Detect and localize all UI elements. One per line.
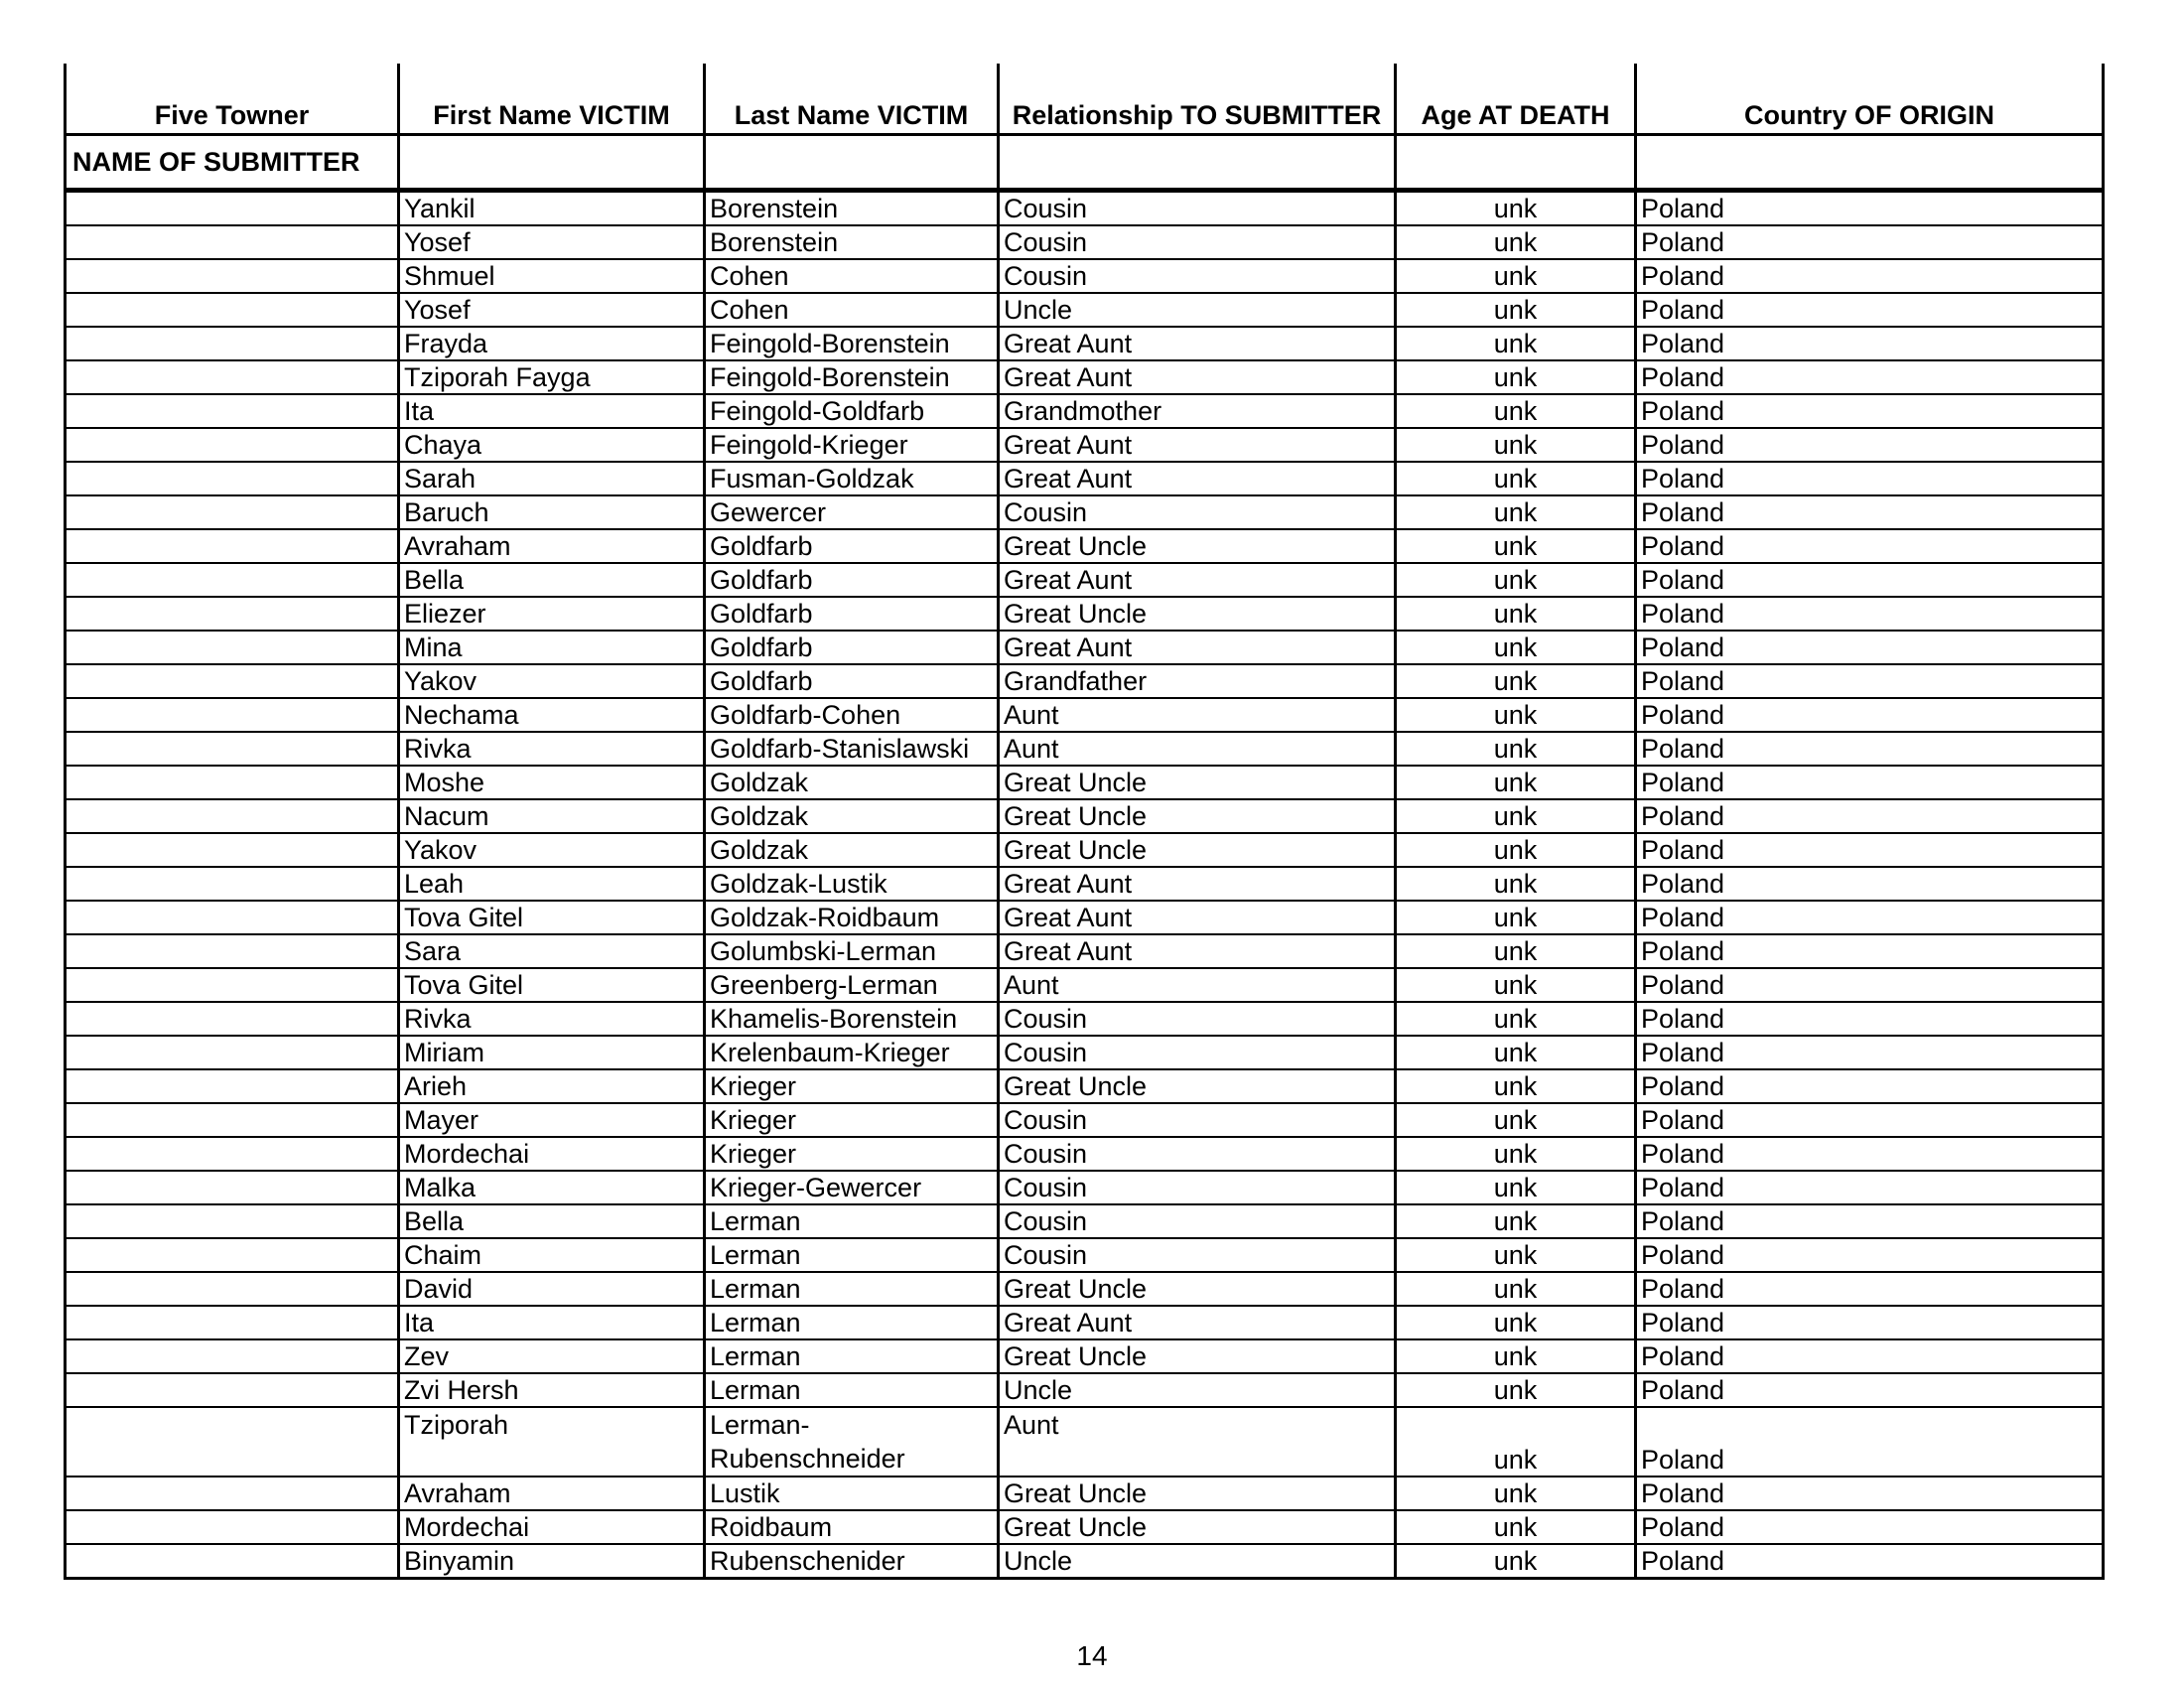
first-name-cell: Rivka <box>399 732 705 766</box>
last-name-cell: Lerman <box>705 1204 999 1238</box>
relationship-cell: Uncle <box>999 1544 1396 1579</box>
submitter-cell <box>66 934 399 968</box>
relationship-cell: Great Aunt <box>999 360 1396 394</box>
age-cell: unk <box>1396 1171 1636 1204</box>
relationship-cell: Aunt <box>999 698 1396 732</box>
age-cell: unk <box>1396 766 1636 799</box>
table-row <box>66 293 2104 327</box>
last-name-cell: Krelenbaum-Krieger <box>705 1036 999 1069</box>
table-row <box>66 1204 2104 1238</box>
submitter-cell <box>66 293 399 327</box>
table-row <box>66 394 2104 428</box>
submitter-cell <box>66 698 399 732</box>
age-cell: unk <box>1396 698 1636 732</box>
country-cell: Poland <box>1636 698 2104 732</box>
first-name-cell: Mordechai <box>399 1137 705 1171</box>
last-name-cell: Feingold-Krieger <box>705 428 999 462</box>
last-name-cell: Feingold-Borenstein <box>705 327 999 360</box>
submitter-cell <box>66 428 399 462</box>
table-row <box>66 934 2104 968</box>
submitter-cell <box>66 1407 399 1477</box>
table-row <box>66 1069 2104 1103</box>
country-cell: Poland <box>1636 1373 2104 1407</box>
submitter-cell <box>66 1510 399 1544</box>
last-name-cell: Greenberg-Lerman <box>705 968 999 1002</box>
page-number: 14 <box>1076 1640 1108 1671</box>
table-row <box>66 1137 2104 1171</box>
relationship-cell: Aunt <box>999 732 1396 766</box>
submitter-cell <box>66 191 399 226</box>
submitter-row <box>66 135 2104 191</box>
first-name-cell: Mina <box>399 631 705 664</box>
last-name-cell: Lerman <box>705 1238 999 1272</box>
table-row <box>66 1103 2104 1137</box>
country-cell: Poland <box>1636 1002 2104 1036</box>
country-cell: Poland <box>1636 293 2104 327</box>
relationship-cell: Great Aunt <box>999 563 1396 597</box>
last-name-cell: Goldfarb-Stanislawski <box>705 732 999 766</box>
submitter-cell <box>66 732 399 766</box>
age-cell: unk <box>1396 1036 1636 1069</box>
victims-table <box>64 64 2105 1580</box>
relationship-cell: Grandmother <box>999 394 1396 428</box>
first-name-cell: Nacum <box>399 799 705 833</box>
relationship-cell: Cousin <box>999 1137 1396 1171</box>
age-cell: unk <box>1396 1510 1636 1544</box>
first-name-cell: Rivka <box>399 1002 705 1036</box>
first-name-cell: Eliezer <box>399 597 705 631</box>
last-name-cell: Krieger-Gewercer <box>705 1171 999 1204</box>
country-cell: Poland <box>1636 394 2104 428</box>
table-row <box>66 1171 2104 1204</box>
table-row <box>66 799 2104 833</box>
relationship-cell: Great Aunt <box>999 934 1396 968</box>
table-row <box>66 529 2104 563</box>
submitter-cell <box>66 360 399 394</box>
relationship-cell: Cousin <box>999 1036 1396 1069</box>
age-cell: unk <box>1396 428 1636 462</box>
first-name-cell: Tziporah Fayga <box>399 360 705 394</box>
first-name-cell: Sarah <box>399 462 705 495</box>
country-cell: Poland <box>1636 1069 2104 1103</box>
relationship-cell: Great Uncle <box>999 799 1396 833</box>
age-cell: unk <box>1396 1137 1636 1171</box>
last-name-cell: Krieger <box>705 1137 999 1171</box>
table-row <box>66 1373 2104 1407</box>
last-name-cell: Goldzak-Roidbaum <box>705 901 999 934</box>
submitter-blank-cell <box>705 135 999 191</box>
age-cell: unk <box>1396 1103 1636 1137</box>
age-cell: unk <box>1396 597 1636 631</box>
header-relationship: Relationship TO SUBMITTER <box>999 64 1396 135</box>
table-row <box>66 732 2104 766</box>
submitter-blank-cell <box>399 135 705 191</box>
table-row <box>66 495 2104 529</box>
first-name-cell: Tziporah <box>399 1407 705 1477</box>
age-cell: unk <box>1396 1306 1636 1339</box>
country-cell: Poland <box>1636 225 2104 259</box>
age-cell: unk <box>1396 1238 1636 1272</box>
submitter-cell <box>66 462 399 495</box>
last-name-cell: Goldzak <box>705 766 999 799</box>
age-cell: unk <box>1396 732 1636 766</box>
relationship-cell: Aunt <box>999 1407 1396 1477</box>
first-name-cell: Bella <box>399 563 705 597</box>
first-name-cell: Tova Gitel <box>399 968 705 1002</box>
submitter-cell <box>66 394 399 428</box>
relationship-cell: Cousin <box>999 191 1396 226</box>
submitter-cell <box>66 529 399 563</box>
last-name-cell: Goldzak <box>705 833 999 867</box>
relationship-cell: Great Uncle <box>999 833 1396 867</box>
first-name-cell: Yosef <box>399 225 705 259</box>
first-name-cell: Mordechai <box>399 1510 705 1544</box>
submitter-cell <box>66 631 399 664</box>
country-cell: Poland <box>1636 1137 2104 1171</box>
country-cell: Poland <box>1636 1272 2104 1306</box>
country-cell: Poland <box>1636 327 2104 360</box>
submitter-label: NAME OF SUBMITTER <box>66 135 399 191</box>
country-cell: Poland <box>1636 462 2104 495</box>
submitter-cell <box>66 968 399 1002</box>
table-row <box>66 867 2104 901</box>
relationship-cell: Cousin <box>999 1204 1396 1238</box>
table-row <box>66 1339 2104 1373</box>
submitter-cell <box>66 259 399 293</box>
relationship-cell: Great Uncle <box>999 597 1396 631</box>
table-row <box>66 360 2104 394</box>
first-name-cell: Yosef <box>399 293 705 327</box>
submitter-cell <box>66 1137 399 1171</box>
country-cell: Poland <box>1636 360 2104 394</box>
first-name-cell: Yankil <box>399 191 705 226</box>
last-name-cell: Lerman- Rubenschneider <box>705 1407 999 1477</box>
last-name-cell: Borenstein <box>705 191 999 226</box>
age-cell: unk <box>1396 1407 1636 1477</box>
table-row <box>66 833 2104 867</box>
country-cell: Poland <box>1636 1103 2104 1137</box>
relationship-cell: Great Uncle <box>999 1272 1396 1306</box>
first-name-cell: Binyamin <box>399 1544 705 1579</box>
age-cell: unk <box>1396 360 1636 394</box>
relationship-cell: Aunt <box>999 968 1396 1002</box>
table-row <box>66 698 2104 732</box>
age-cell: unk <box>1396 631 1636 664</box>
last-name-cell: Goldzak <box>705 799 999 833</box>
country-cell: Poland <box>1636 1510 2104 1544</box>
first-name-cell: Yakov <box>399 664 705 698</box>
table-row <box>66 462 2104 495</box>
last-name-cell: Khamelis-Borenstein <box>705 1002 999 1036</box>
relationship-cell: Great Uncle <box>999 1477 1396 1510</box>
first-name-cell: David <box>399 1272 705 1306</box>
age-cell: unk <box>1396 934 1636 968</box>
relationship-cell: Cousin <box>999 1002 1396 1036</box>
submitter-cell <box>66 495 399 529</box>
age-cell: unk <box>1396 1373 1636 1407</box>
age-cell: unk <box>1396 968 1636 1002</box>
country-cell: Poland <box>1636 664 2104 698</box>
country-cell: Poland <box>1636 766 2104 799</box>
relationship-cell: Cousin <box>999 225 1396 259</box>
country-cell: Poland <box>1636 1544 2104 1579</box>
table-body <box>66 191 2104 1579</box>
relationship-cell: Great Aunt <box>999 327 1396 360</box>
country-cell: Poland <box>1636 833 2104 867</box>
table-row <box>66 563 2104 597</box>
first-name-cell: Leah <box>399 867 705 901</box>
age-cell: unk <box>1396 1544 1636 1579</box>
table-row <box>66 664 2104 698</box>
submitter-cell <box>66 225 399 259</box>
first-name-cell: Frayda <box>399 327 705 360</box>
submitter-cell <box>66 1544 399 1579</box>
relationship-cell: Cousin <box>999 259 1396 293</box>
relationship-cell: Great Aunt <box>999 462 1396 495</box>
age-cell: unk <box>1396 191 1636 226</box>
age-cell: unk <box>1396 1204 1636 1238</box>
relationship-cell: Great Uncle <box>999 1069 1396 1103</box>
country-cell: Poland <box>1636 867 2104 901</box>
first-name-cell: Tova Gitel <box>399 901 705 934</box>
age-cell: unk <box>1396 293 1636 327</box>
header-age-at-death: Age AT DEATH <box>1396 64 1636 135</box>
submitter-cell <box>66 563 399 597</box>
relationship-cell: Cousin <box>999 1103 1396 1137</box>
age-cell: unk <box>1396 1002 1636 1036</box>
submitter-cell <box>66 327 399 360</box>
country-cell: Poland <box>1636 1204 2104 1238</box>
age-cell: unk <box>1396 833 1636 867</box>
age-cell: unk <box>1396 563 1636 597</box>
first-name-cell: Zev <box>399 1339 705 1373</box>
last-name-cell: Goldfarb <box>705 597 999 631</box>
submitter-cell <box>66 664 399 698</box>
last-name-cell: Lerman <box>705 1339 999 1373</box>
last-name-cell: Goldfarb <box>705 631 999 664</box>
relationship-cell: Great Aunt <box>999 867 1396 901</box>
first-name-cell: Mayer <box>399 1103 705 1137</box>
relationship-cell: Great Uncle <box>999 1339 1396 1373</box>
last-name-cell: Lustik <box>705 1477 999 1510</box>
relationship-cell: Great Uncle <box>999 529 1396 563</box>
last-name-cell: Krieger <box>705 1069 999 1103</box>
relationship-cell: Cousin <box>999 1171 1396 1204</box>
table-row <box>66 225 2104 259</box>
age-cell: unk <box>1396 1477 1636 1510</box>
table-row <box>66 1306 2104 1339</box>
table-row <box>66 901 2104 934</box>
submitter-cell <box>66 1306 399 1339</box>
age-cell: unk <box>1396 225 1636 259</box>
country-cell: Poland <box>1636 428 2104 462</box>
header-five-towner: Five Towner <box>66 64 399 135</box>
age-cell: unk <box>1396 867 1636 901</box>
last-name-cell: Krieger <box>705 1103 999 1137</box>
last-name-cell: Goldfarb <box>705 664 999 698</box>
submitter-cell <box>66 1002 399 1036</box>
submitter-cell <box>66 799 399 833</box>
submitter-cell <box>66 1204 399 1238</box>
country-cell: Poland <box>1636 191 2104 226</box>
first-name-cell: Chaya <box>399 428 705 462</box>
country-cell: Poland <box>1636 1477 2104 1510</box>
last-name-cell: Borenstein <box>705 225 999 259</box>
first-name-cell: Sara <box>399 934 705 968</box>
last-name-cell: Rubenschenider <box>705 1544 999 1579</box>
age-cell: unk <box>1396 259 1636 293</box>
submitter-blank-cell <box>999 135 1396 191</box>
header-last-name: Last Name VICTIM <box>705 64 999 135</box>
submitter-cell <box>66 867 399 901</box>
submitter-cell <box>66 833 399 867</box>
country-cell: Poland <box>1636 563 2104 597</box>
submitter-cell <box>66 766 399 799</box>
submitter-cell <box>66 597 399 631</box>
country-cell: Poland <box>1636 1306 2104 1339</box>
header-country-of-origin: Country OF ORIGIN <box>1636 64 2104 135</box>
submitter-cell <box>66 901 399 934</box>
first-name-cell: Avraham <box>399 1477 705 1510</box>
first-name-cell: Ita <box>399 1306 705 1339</box>
relationship-cell: Great Aunt <box>999 901 1396 934</box>
submitter-cell <box>66 1171 399 1204</box>
age-cell: unk <box>1396 1272 1636 1306</box>
country-cell: Poland <box>1636 1036 2104 1069</box>
first-name-cell: Bella <box>399 1204 705 1238</box>
age-cell: unk <box>1396 664 1636 698</box>
age-cell: unk <box>1396 495 1636 529</box>
relationship-cell: Uncle <box>999 1373 1396 1407</box>
country-cell: Poland <box>1636 495 2104 529</box>
submitter-cell <box>66 1373 399 1407</box>
country-cell: Poland <box>1636 631 2104 664</box>
country-cell: Poland <box>1636 732 2104 766</box>
country-cell: Poland <box>1636 1339 2104 1373</box>
age-cell: unk <box>1396 394 1636 428</box>
submitter-blank-cell <box>1396 135 1636 191</box>
last-name-cell: Goldfarb-Cohen <box>705 698 999 732</box>
table-row <box>66 1544 2104 1579</box>
country-cell: Poland <box>1636 901 2104 934</box>
relationship-cell: Great Uncle <box>999 766 1396 799</box>
country-cell: Poland <box>1636 597 2104 631</box>
country-cell: Poland <box>1636 1238 2104 1272</box>
submitter-cell <box>66 1036 399 1069</box>
country-cell: Poland <box>1636 968 2104 1002</box>
relationship-cell: Great Aunt <box>999 631 1396 664</box>
table-row <box>66 766 2104 799</box>
table-row <box>66 968 2104 1002</box>
last-name-cell: Lerman <box>705 1373 999 1407</box>
last-name-cell: Goldzak-Lustik <box>705 867 999 901</box>
submitter-cell <box>66 1069 399 1103</box>
first-name-cell: Malka <box>399 1171 705 1204</box>
relationship-cell: Uncle <box>999 293 1396 327</box>
first-name-cell: Arieh <box>399 1069 705 1103</box>
submitter-cell <box>66 1477 399 1510</box>
table-row <box>66 597 2104 631</box>
first-name-cell: Yakov <box>399 833 705 867</box>
submitter-cell <box>66 1272 399 1306</box>
table-row <box>66 191 2104 226</box>
table-row <box>66 327 2104 360</box>
submitter-cell <box>66 1238 399 1272</box>
country-cell: Poland <box>1636 799 2104 833</box>
relationship-cell: Great Uncle <box>999 1510 1396 1544</box>
submitter-cell <box>66 1103 399 1137</box>
last-name-cell: Feingold-Goldfarb <box>705 394 999 428</box>
relationship-cell: Grandfather <box>999 664 1396 698</box>
last-name-cell: Lerman <box>705 1306 999 1339</box>
table-row <box>66 1407 2104 1477</box>
country-cell: Poland <box>1636 1407 2104 1477</box>
last-name-cell: Cohen <box>705 293 999 327</box>
header-row <box>66 64 2104 135</box>
last-name-cell: Gewercer <box>705 495 999 529</box>
first-name-cell: Nechama <box>399 698 705 732</box>
submitter-cell <box>66 1339 399 1373</box>
country-cell: Poland <box>1636 934 2104 968</box>
first-name-cell: Avraham <box>399 529 705 563</box>
relationship-cell: Great Aunt <box>999 1306 1396 1339</box>
age-cell: unk <box>1396 799 1636 833</box>
last-name-cell: Lerman <box>705 1272 999 1306</box>
country-cell: Poland <box>1636 529 2104 563</box>
first-name-cell: Zvi Hersh <box>399 1373 705 1407</box>
last-name-cell: Roidbaum <box>705 1510 999 1544</box>
last-name-cell: Feingold-Borenstein <box>705 360 999 394</box>
table-row <box>66 1477 2104 1510</box>
first-name-cell: Baruch <box>399 495 705 529</box>
header-first-name: First Name VICTIM <box>399 64 705 135</box>
first-name-cell: Ita <box>399 394 705 428</box>
age-cell: unk <box>1396 901 1636 934</box>
last-name-cell: Goldfarb <box>705 563 999 597</box>
first-name-cell: Moshe <box>399 766 705 799</box>
age-cell: unk <box>1396 529 1636 563</box>
table-row <box>66 428 2104 462</box>
last-name-cell: Goldfarb <box>705 529 999 563</box>
table-row <box>66 1002 2104 1036</box>
age-cell: unk <box>1396 462 1636 495</box>
last-name-cell: Fusman-Goldzak <box>705 462 999 495</box>
relationship-cell: Great Aunt <box>999 428 1396 462</box>
country-cell: Poland <box>1636 1171 2104 1204</box>
table-row <box>66 1036 2104 1069</box>
relationship-cell: Cousin <box>999 495 1396 529</box>
first-name-cell: Chaim <box>399 1238 705 1272</box>
last-name-cell: Golumbski-Lerman <box>705 934 999 968</box>
first-name-cell: Miriam <box>399 1036 705 1069</box>
last-name-cell: Cohen <box>705 259 999 293</box>
table-row <box>66 1510 2104 1544</box>
table-row <box>66 1238 2104 1272</box>
first-name-cell: Shmuel <box>399 259 705 293</box>
relationship-cell: Cousin <box>999 1238 1396 1272</box>
submitter-blank-cell <box>1636 135 2104 191</box>
table-row <box>66 1272 2104 1306</box>
age-cell: unk <box>1396 1069 1636 1103</box>
table-row <box>66 631 2104 664</box>
table-row <box>66 259 2104 293</box>
age-cell: unk <box>1396 327 1636 360</box>
country-cell: Poland <box>1636 259 2104 293</box>
age-cell: unk <box>1396 1339 1636 1373</box>
